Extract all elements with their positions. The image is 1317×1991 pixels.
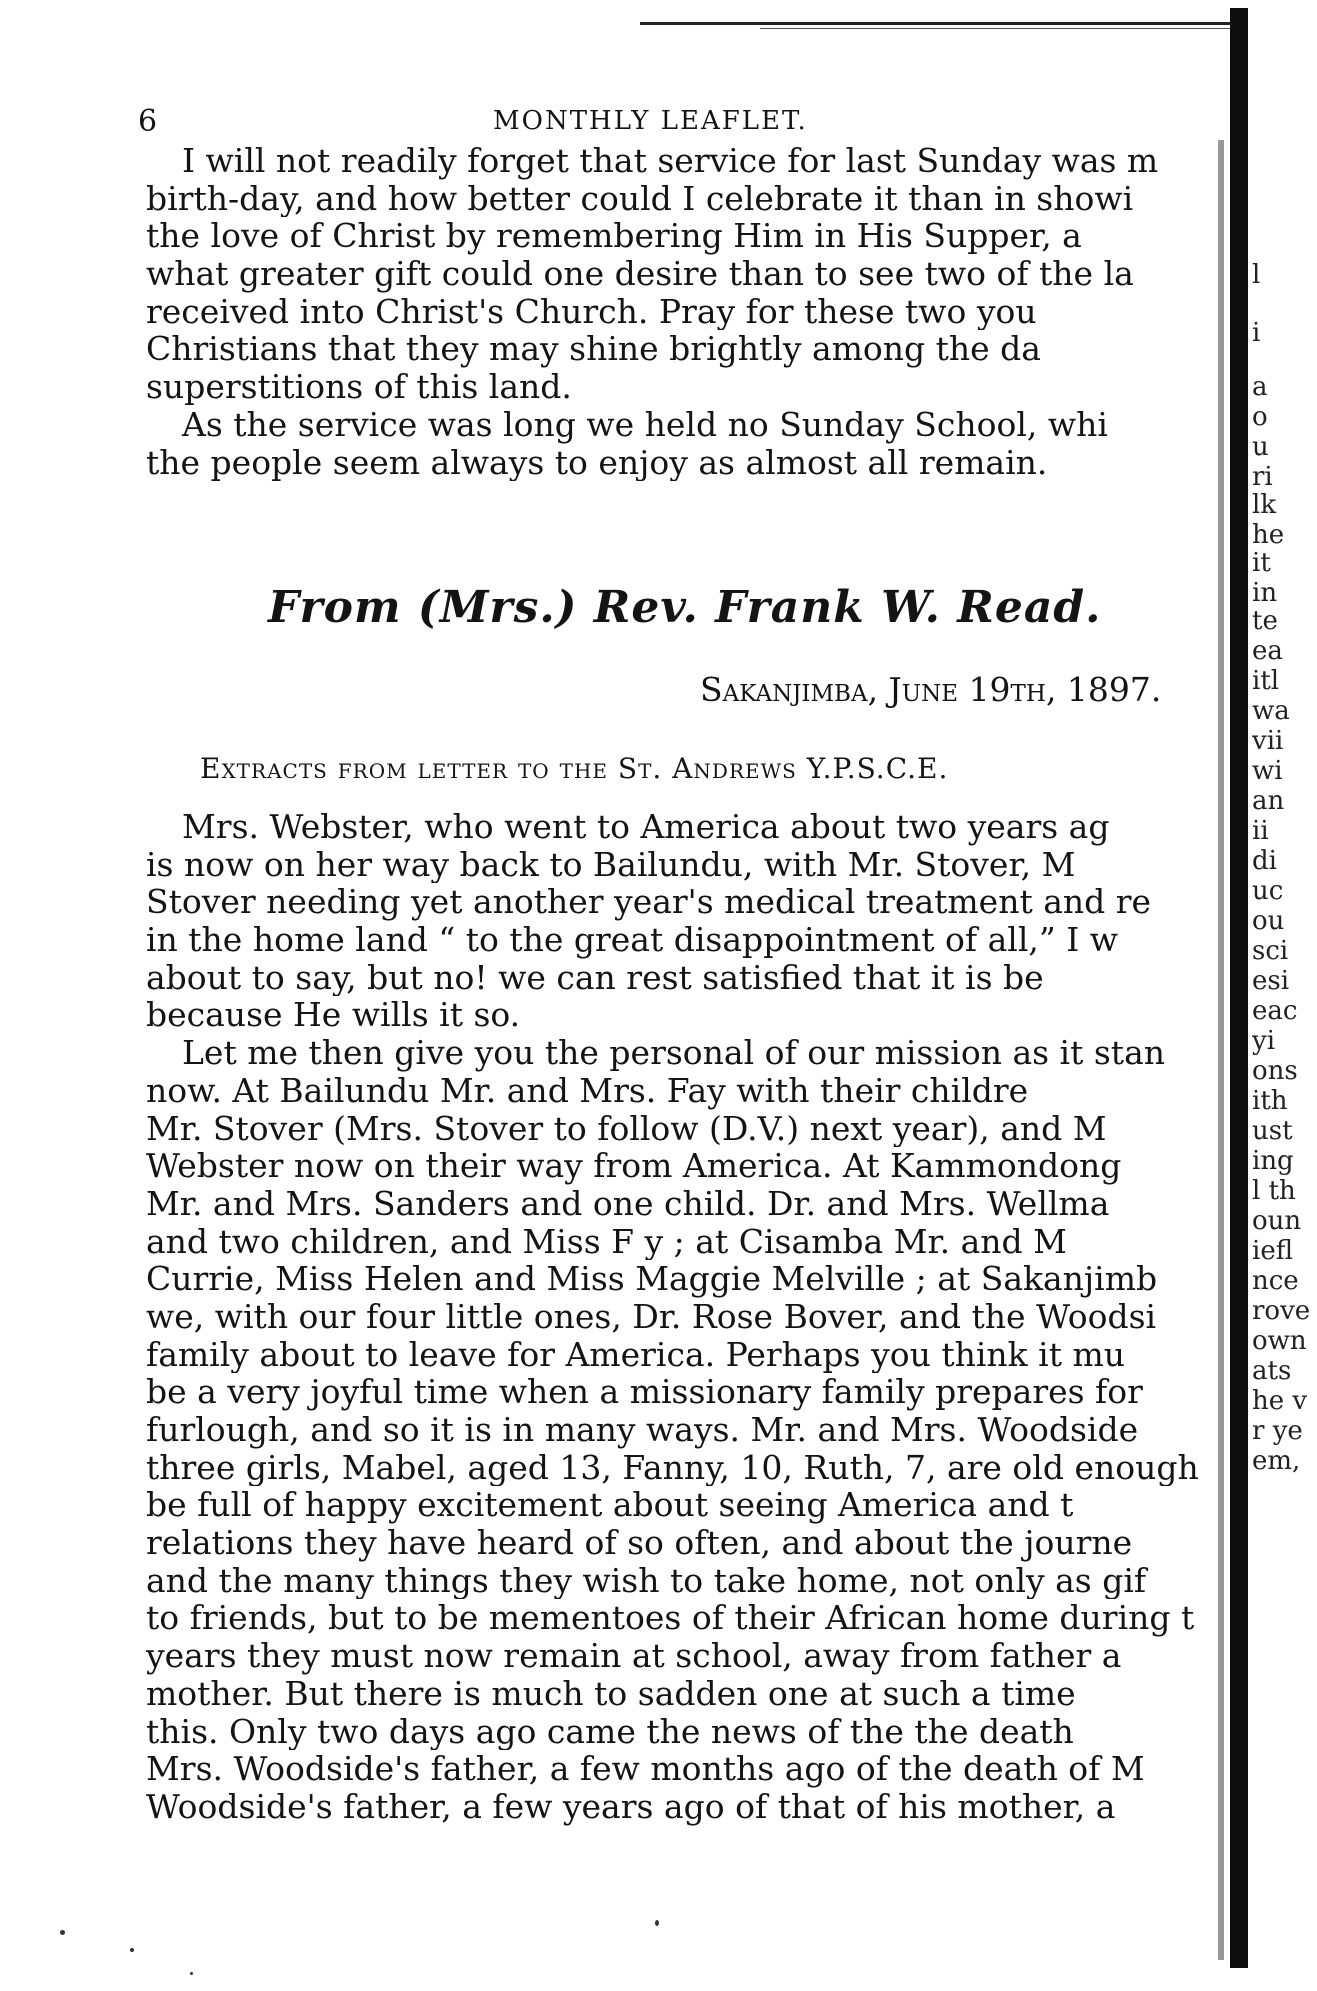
margin-bleed-fragment: wi: [1252, 756, 1283, 786]
margin-bleed-fragment: a: [1252, 372, 1268, 402]
letter-paragraph-2: [146, 1034, 1226, 1825]
text-line: I will not readily forget that service for last Sunday was m: [182, 142, 1159, 180]
text-line: Currie, Miss Helen and Miss Maggie Melville ; at Sakanjimb: [146, 1260, 1158, 1298]
text-line: what greater gift could one desire than to see two of the la: [146, 255, 1134, 293]
margin-bleed-fragment: wa: [1252, 696, 1290, 726]
letter-heading: From (Mrs.) Rev. Frank W. Read.: [268, 582, 1102, 633]
margin-bleed-fragment: ou: [1252, 906, 1285, 936]
running-title: MONTHLY LEAFLET.: [493, 106, 808, 136]
margin-bleed-fragment: l: [1252, 260, 1261, 290]
margin-bleed-fragment: he: [1252, 520, 1285, 550]
margin-bleed-fragment: ats: [1252, 1356, 1292, 1386]
margin-bleed-fragment: vii: [1252, 726, 1284, 756]
margin-bleed-fragment: ons: [1252, 1056, 1298, 1086]
text-line: birth-day, and how better could I celebrate it than in showi: [146, 179, 1134, 218]
margin-bleed-fragment: iefl: [1252, 1236, 1294, 1266]
text-line: now. At Bailundu Mr. and Mrs. Fay with their childre: [146, 1071, 1029, 1110]
margin-bleed-fragment: itl: [1252, 666, 1280, 696]
text-line: family about to leave for America. Perhaps you think it mu: [146, 1335, 1126, 1374]
text-line: three girls, Mabel, aged 13, Fanny, 10, Ruth, 7, are old enough: [146, 1448, 1199, 1487]
scan-speck: [130, 1948, 134, 1952]
text-line: and two children, and Miss F y ; at Cisamba Mr. and M: [146, 1222, 1067, 1261]
text-line: we, with our four little ones, Dr. Rose Bover, and the Woodsi: [146, 1297, 1157, 1336]
margin-bleed-fragment: ing: [1252, 1146, 1294, 1176]
text-line: relations they have heard of so often, and about the journe: [146, 1524, 1133, 1562]
text-line: Webster now on their way from America. At Kammondong: [146, 1147, 1122, 1185]
margin-bleed-fragment: sci: [1252, 936, 1289, 966]
margin-bleed-fragment: he v: [1252, 1386, 1308, 1416]
margin-bleed-fragment: u: [1252, 432, 1269, 462]
margin-bleed-fragment: ust: [1252, 1116, 1293, 1146]
margin-bleed-fragment: an: [1252, 786, 1285, 816]
margin-bleed-fragment: rove: [1252, 1296, 1311, 1326]
text-line: Mr. and Mrs. Sanders and one child. Dr. and Mrs. Wellma: [146, 1184, 1110, 1223]
text-line: Mr. Stover (Mrs. Stover to follow (D.V.) next year), and M: [146, 1109, 1107, 1148]
margin-bleed-fragment: lk: [1252, 490, 1277, 520]
text-line: the love of Christ by remembering Him in His Supper, a: [146, 217, 1082, 256]
margin-bleed-fragment: ri: [1252, 462, 1273, 492]
scan-speck: [190, 1972, 193, 1975]
margin-bleed-fragment: yi: [1252, 1026, 1276, 1056]
running-head: [138, 104, 1223, 138]
text-line: Stover needing yet another year's medical treatment and re: [146, 883, 1152, 922]
scan-speck: [60, 1930, 65, 1935]
text-line: mother. But there is much to sadden one at such a time: [146, 1674, 1076, 1713]
text-line: As the service was long we held no Sunday School, whi: [182, 405, 1108, 444]
page-number: 6: [138, 104, 158, 139]
margin-bleed-fragment: r ye: [1252, 1416, 1303, 1446]
text-line: Christians that they may shine brightly among the da: [146, 330, 1041, 369]
extracts-line: Extracts from letter to the St. Andrews Y.P.S.C.E.: [200, 752, 949, 785]
text-line: Woodside's father, a few years ago of that of his mother, a: [146, 1787, 1116, 1826]
letter-dateline: Sakanjimba, June 19th, 1897.: [700, 670, 1162, 709]
margin-bleed-fragment: in: [1252, 578, 1278, 608]
scan-speck: [655, 1920, 659, 1926]
letter-paragraph-1: [146, 808, 1226, 1034]
margin-bleed-fragment: eac: [1252, 996, 1298, 1026]
text-line: superstitions of this land.: [146, 368, 572, 406]
margin-bleed-fragment: nce: [1252, 1266, 1299, 1296]
intro-text-block: [146, 142, 1226, 481]
text-line: because He wills it so.: [146, 996, 521, 1035]
margin-bleed-fragment: esi: [1252, 966, 1290, 996]
top-rule: [640, 22, 1240, 25]
text-line: this. Only two days ago came the news of the the death: [146, 1712, 1074, 1751]
binding-gutter: [1230, 8, 1248, 1968]
intro-paragraph-2: [146, 406, 1226, 481]
text-line: to friends, but to be mementoes of their African home during t: [146, 1599, 1195, 1638]
text-line: the people seem always to enjoy as almost all remain.: [146, 443, 1048, 482]
text-line: Let me then give you the personal of our mission as it stan: [182, 1034, 1165, 1072]
text-line: Mrs. Webster, who went to America about two years ag: [182, 808, 1110, 846]
margin-bleed-fragment: it: [1252, 548, 1271, 578]
text-line: in the home land “ to the great disappointment of all,” I w: [146, 921, 1119, 959]
margin-bleed-fragment: ea: [1252, 636, 1283, 666]
top-rule-thin: [760, 28, 1240, 29]
intro-paragraph-1: [146, 142, 1226, 406]
margin-bleed-fragment: uc: [1252, 876, 1284, 906]
text-line: about to say, but no! we can rest satisfied that it is be: [146, 958, 1044, 997]
text-line: be a very joyful time when a missionary family prepares for: [146, 1373, 1143, 1411]
text-line: be full of happy excitement about seeing America and t: [146, 1486, 1074, 1525]
margin-bleed-fragment: i: [1252, 318, 1261, 348]
margin-bleed-fragment: em,: [1252, 1446, 1301, 1476]
text-line: Mrs. Woodside's father, a few months ago of the death of M: [146, 1750, 1145, 1788]
margin-bleed-fragment: di: [1252, 846, 1277, 876]
text-line: and the many things they wish to take home, not only as gif: [146, 1561, 1147, 1600]
margin-bleed-fragment: oun: [1252, 1206, 1302, 1236]
letter-text-block: [146, 808, 1226, 1826]
text-line: furlough, and so it is in many ways. Mr. and Mrs. Woodside: [146, 1411, 1139, 1449]
margin-bleed-fragment: o: [1252, 402, 1268, 432]
margin-bleed-fragment: te: [1252, 606, 1278, 636]
text-line: received into Christ's Church. Pray for these two you: [146, 292, 1037, 331]
margin-bleed-fragment: own: [1252, 1326, 1307, 1356]
text-line: is now on her way back to Bailundu, with Mr. Stover, M: [146, 845, 1076, 884]
margin-bleed-fragment: l th: [1252, 1176, 1296, 1206]
margin-bleed-fragment: ith: [1252, 1086, 1288, 1116]
margin-bleed-fragment: ii: [1252, 816, 1269, 846]
text-line: years they must now remain at school, away from father a: [146, 1637, 1122, 1675]
